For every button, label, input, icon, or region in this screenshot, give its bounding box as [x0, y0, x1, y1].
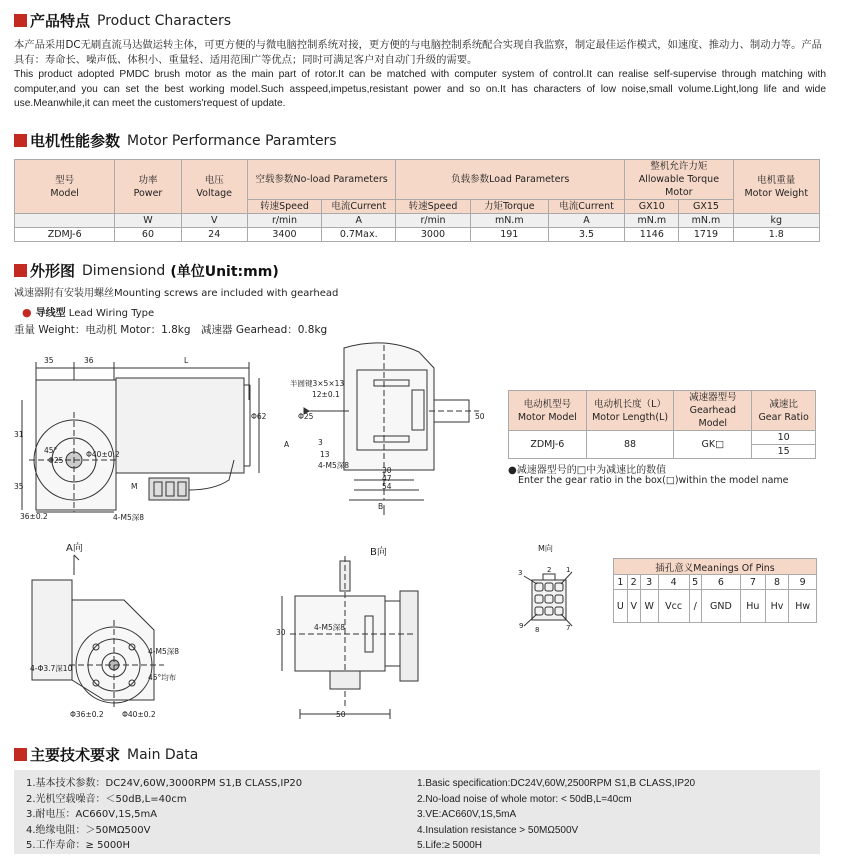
section-marker-icon — [14, 264, 27, 277]
dim-label: 36 — [84, 356, 94, 365]
view-a-drawing — [14, 550, 204, 720]
dim-label: Φ40±0.2 — [86, 450, 120, 459]
dim-label: Φ40±0.2 — [122, 710, 156, 719]
table-cell: V — [627, 590, 640, 623]
table-header-row — [15, 160, 820, 200]
table-cell: 1146 — [625, 228, 679, 242]
table-cell: 60 — [115, 228, 181, 242]
table-cell: 24 — [181, 228, 247, 242]
unit-cell: V — [181, 214, 247, 228]
dim-label: Φ25 — [48, 456, 64, 465]
section-marker-icon — [14, 748, 27, 761]
table-cell: 88 — [586, 431, 674, 459]
table-cell: GK□ — [674, 431, 752, 459]
unit-cell — [15, 214, 115, 228]
performance-title-en: Motor Performance Paramters — [127, 132, 337, 149]
list-item: 3.耐电压：AC660V,1S,5mA — [26, 809, 158, 820]
load-current-header: 电流Current — [548, 200, 624, 214]
dim-label: 31 — [14, 430, 24, 439]
list-item: 5.工作寿命：≥ 5000H — [26, 840, 131, 851]
table-cell: 1719 — [679, 228, 733, 242]
pin-meaning-row — [614, 590, 817, 623]
dim-label: Φ36±0.2 — [70, 710, 104, 719]
pin-number: 9 — [519, 622, 524, 630]
view-m-label: M向 — [538, 544, 553, 553]
motor-model-header: 电动机型号 Motor Model — [509, 391, 587, 431]
dim-label: 30 — [382, 466, 392, 475]
table-cell: Vcc — [658, 590, 689, 623]
lead-type: ● 导线型 Lead Wiring Type — [22, 306, 155, 319]
table-cell: 7 — [741, 575, 765, 590]
power-header: 功率 Power — [115, 160, 181, 214]
unit-cell: A — [322, 214, 396, 228]
table-cell: Hu — [741, 590, 765, 623]
table-cell: ZDMJ-6 — [509, 431, 587, 459]
view-b-drawing — [270, 556, 420, 726]
dim-label: 47 — [382, 474, 392, 483]
dim-label: 45° — [44, 446, 58, 455]
view-b-label: B向 — [370, 547, 387, 558]
table-row — [15, 228, 820, 242]
unit-cell: mN.m — [470, 214, 548, 228]
dimension-title-en: Dimensiond — [82, 262, 166, 279]
gear-note-zh: ●减速器型号的□中为减速比的数值 — [508, 465, 667, 476]
dim-label: 54 — [382, 482, 392, 491]
section-marker-icon — [14, 14, 27, 27]
table-cell: 8 — [765, 575, 789, 590]
dimension-note: 减速器附有安装用螺丝Mounting screws are included with gearhead — [14, 288, 339, 299]
main-data-box — [14, 770, 820, 854]
voltage-header: 电压 Voltage — [181, 160, 247, 214]
pin-number: 7 — [566, 624, 571, 632]
dim-label: 50 — [336, 710, 346, 719]
noload-header: 空载参数No-load Parameters — [247, 160, 396, 200]
table-cell: Hw — [789, 590, 817, 623]
motor-side-drawing — [14, 340, 494, 540]
section-features-heading — [14, 10, 231, 31]
weight-line: 重量 Weight：电动机 Motor：1.8kg 减速器 Gearhead：0.8kg — [14, 324, 328, 336]
section-marker-icon — [14, 134, 27, 147]
dim-label: 35 — [44, 356, 54, 365]
table-cell: 191 — [470, 228, 548, 242]
gx15-header: GX15 — [679, 200, 733, 214]
table-row — [509, 431, 816, 445]
load-torque-header: 力矩Torque — [470, 200, 548, 214]
dim-label: 30 — [276, 628, 286, 637]
model-header: 型号 Model — [15, 160, 115, 214]
dim-label: 3 — [318, 438, 323, 447]
table-cell: U — [614, 590, 628, 623]
torque-header: 整机允许力矩 Allowable Torque Motor — [625, 160, 733, 200]
features-text-zh: 本产品采用DC无刷直流马达做运转主体，可更方便的与微电脑控制系统对接，更方便的与电脑控制系统配合实现自我监察，制定最佳运作模式，如速度、推动力、制动力等。产品具有：寿命长、噪声低、体积小、重量轻、适用范围广等优点；同时可满足客户对自动门升级的需要。 — [14, 39, 822, 66]
table-cell: 1 — [614, 575, 628, 590]
table-header-row — [509, 391, 816, 431]
dim-label: 半圆键3×5×13 — [290, 379, 345, 388]
dim-label: 35 — [14, 482, 24, 491]
pin-number-row — [614, 575, 817, 590]
pin-number: 3 — [518, 569, 523, 577]
gear-note-en: Enter the gear ratio in the box(□)within the model name — [518, 475, 789, 486]
table-header-row — [614, 559, 817, 575]
section-performance-heading — [14, 130, 337, 151]
performance-table — [14, 159, 820, 242]
list-item: 4.绝缘电阻：＞50MΩ500V — [26, 824, 151, 836]
table-units-row — [15, 214, 820, 228]
pin-number: 2 — [547, 566, 552, 574]
view-arrow-label: B — [378, 502, 384, 511]
list-item: 5.Life:≥ 5000H — [417, 840, 482, 851]
performance-title-zh: 电机性能参数 — [30, 132, 121, 150]
table-cell: 10 — [752, 431, 816, 445]
main-data-zh — [26, 776, 302, 854]
table-cell: 0.7Max. — [322, 228, 396, 242]
dim-label: 50 — [475, 412, 485, 421]
table-cell: 1.8 — [733, 228, 819, 242]
gearhead-model-header: 减速器型号 Gearhead Model — [674, 391, 752, 431]
list-item: 4.Insulation resistance > 50MΩ500V — [417, 824, 579, 836]
table-cell: W — [640, 590, 658, 623]
dim-label: 4-M5深8 — [314, 623, 345, 632]
list-item: 1.Basic specification:DC24V,60W,2500RPM S1,B CLASS,IP20 — [417, 778, 696, 789]
main-data-en — [417, 776, 695, 854]
list-item: 1.基本技术参数：DC24V,60W,3000RPM S1,B CLASS,IP20 — [26, 778, 303, 789]
noload-speed-header: 转速Speed — [247, 200, 321, 214]
dim-label: 45°均布 — [148, 673, 177, 682]
dim-label: Φ62 — [251, 412, 267, 421]
pin-number: 1 — [566, 566, 571, 574]
unit-cell: r/min — [247, 214, 321, 228]
list-item: 2.No-load noise of whole motor: < 50dB,L=40cm — [417, 793, 632, 805]
motor-length-header: 电动机长度（L） Motor Length(L) — [586, 391, 674, 431]
features-text-en: This product adopted PMDC brush motor as the main part of rotor.It can be matched with computer system of control.It can realise self-supervise through matching with computer,and you can set the best working model.Such asspeed,impetus,resistant power and so on.It has characters of low noise,small volume.Light,long life and wide use.Meanwhile,it can meet the customers'request of update. — [14, 69, 826, 109]
dim-label: Φ25 — [298, 412, 314, 421]
dim-label: 4-M5深8 — [148, 647, 179, 656]
table-cell: 2 — [627, 575, 640, 590]
load-speed-header: 转速Speed — [396, 200, 470, 214]
view-arrow-label: A — [284, 440, 290, 449]
bullet-icon: ● — [22, 306, 32, 319]
dimension-title-zh: 外形图 — [30, 262, 76, 280]
dim-label: M — [131, 482, 138, 491]
features-title-zh: 产品特点 — [30, 12, 91, 30]
unit-cell: mN.m — [625, 214, 679, 228]
table-cell: GND — [701, 590, 740, 623]
section-dimension-heading — [14, 260, 286, 281]
dim-label: 4-M5深8 — [113, 513, 144, 522]
unit-cell: r/min — [396, 214, 470, 228]
table-cell: 3400 — [247, 228, 321, 242]
main-data-title-zh: 主要技术要求 — [30, 746, 121, 764]
table-cell: 4 — [658, 575, 689, 590]
noload-current-header: 电流Current — [322, 200, 396, 214]
weight-header: 电机重量 Motor Weight — [733, 160, 819, 214]
list-item: 2.光机空载噪音：＜50dB,L=40cm — [26, 793, 187, 805]
list-item: 3.VE:AC660V,1S,5mA — [417, 809, 517, 820]
motor-model-table — [508, 390, 816, 459]
table-cell: 9 — [789, 575, 817, 590]
table-cell: 5 — [689, 575, 701, 590]
unit-cell: W — [115, 214, 181, 228]
load-header: 负载参数Load Parameters — [396, 160, 625, 200]
table-cell: ZDMJ-6 — [15, 228, 115, 242]
table-cell: 3 — [640, 575, 658, 590]
main-data-title-en: Main Data — [127, 746, 199, 763]
dim-label: 12±0.1 — [312, 390, 340, 399]
unit-cell: mN.m — [679, 214, 733, 228]
unit-cell: A — [548, 214, 624, 228]
table-cell: 3.5 — [548, 228, 624, 242]
gear-ratio-header: 减速比 Gear Ratio — [752, 391, 816, 431]
table-cell: 3000 — [396, 228, 470, 242]
dim-label: 36±0.2 — [20, 512, 48, 521]
section-main-data-heading — [14, 744, 198, 765]
dim-label: 13 — [320, 450, 330, 459]
unit-cell: kg — [733, 214, 819, 228]
dimension-unit: (单位Unit:mm) — [170, 263, 279, 280]
pin-meanings-table — [613, 558, 817, 623]
dim-label: 4-Φ3.7深10 — [30, 664, 73, 673]
dim-label: L — [184, 356, 189, 365]
table-cell: Hv — [765, 590, 789, 623]
features-title-en: Product Characters — [97, 12, 232, 29]
gx10-header: GX10 — [625, 200, 679, 214]
view-a-label: A向 — [66, 543, 83, 554]
table-cell: / — [689, 590, 701, 623]
pin-number: 8 — [535, 626, 540, 634]
pins-title: 插孔意义Meanings Of Pins — [614, 559, 817, 575]
dim-label: 4-M5深8 — [318, 461, 349, 470]
table-cell: 15 — [752, 445, 816, 459]
table-cell: 6 — [701, 575, 740, 590]
